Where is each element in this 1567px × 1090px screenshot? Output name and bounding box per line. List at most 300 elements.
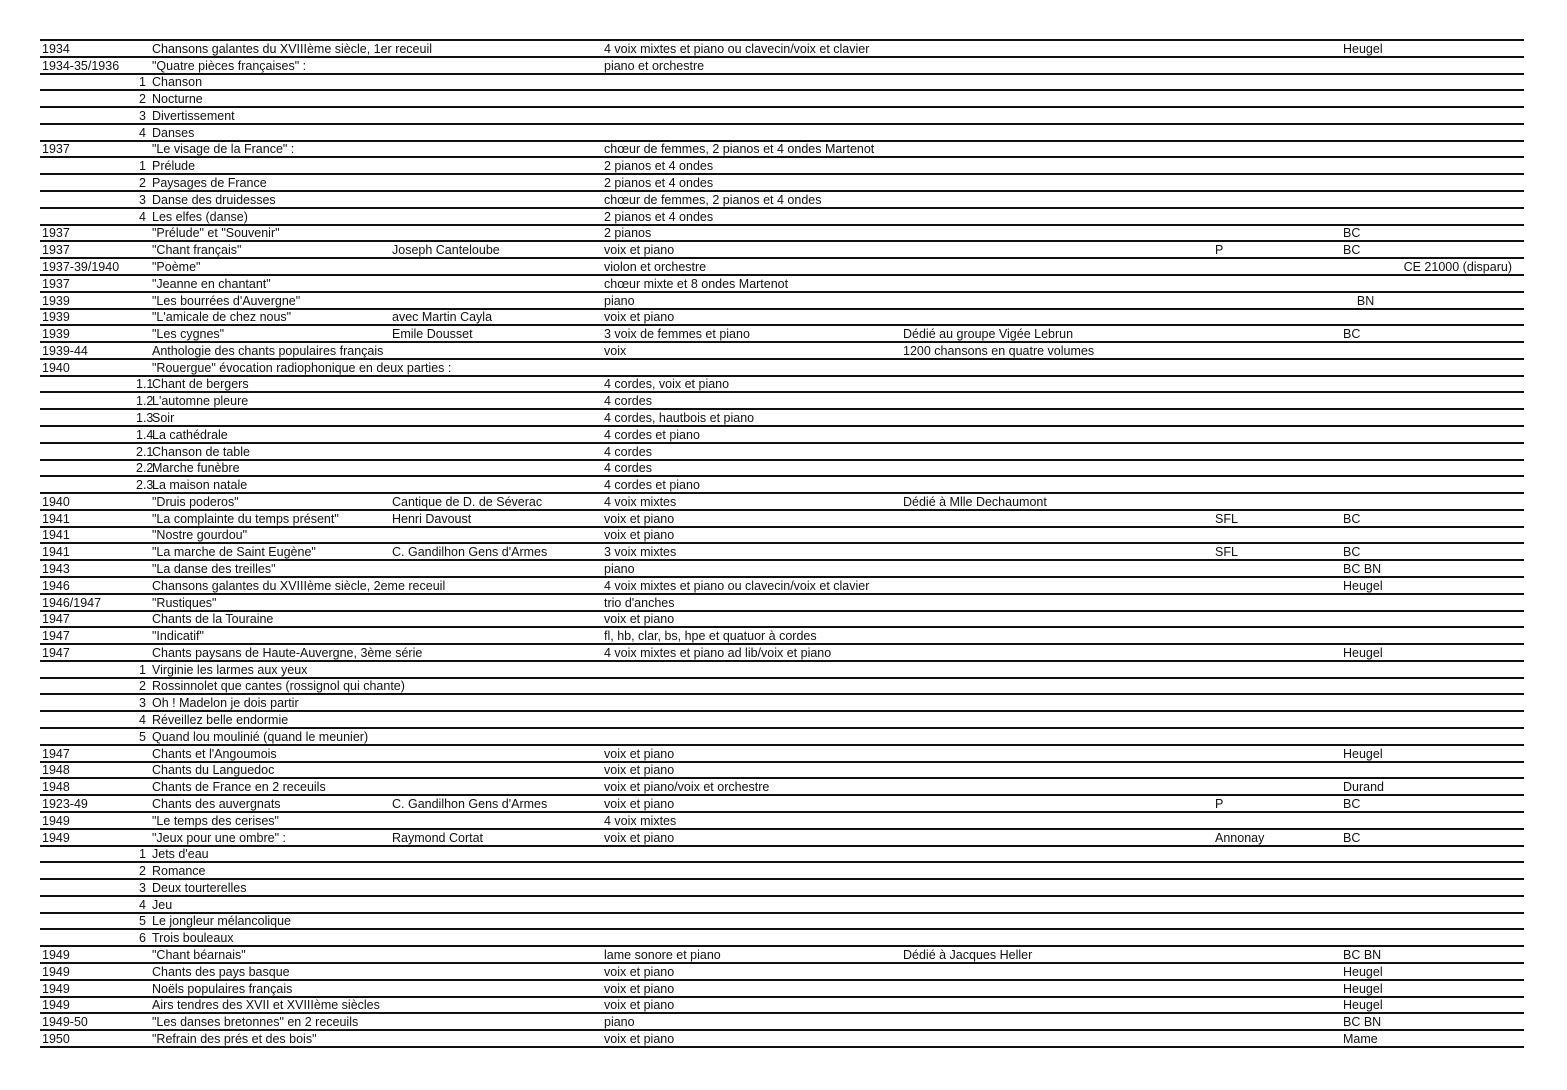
number-cell — [136, 275, 150, 292]
scoring-cell: 4 cordes et piano — [602, 476, 901, 493]
scoring-cell: voix et piano — [602, 1030, 901, 1047]
location-cell — [1341, 359, 1524, 376]
scoring-cell — [602, 694, 901, 711]
publisher-cell — [1213, 527, 1341, 544]
author-cell — [390, 812, 602, 829]
scoring-cell: voix et piano — [602, 980, 901, 997]
location-cell — [1341, 342, 1524, 359]
table-row — [40, 225, 1524, 242]
number-cell — [136, 627, 150, 644]
title-cell: "Nostre gourdou" — [150, 527, 390, 544]
publisher-cell — [1213, 1013, 1341, 1030]
title-cell: "Druis poderos" — [150, 493, 390, 510]
title-cell: Airs tendres des XVII et XVIIIème siècles — [150, 997, 390, 1014]
author-cell — [390, 929, 602, 946]
note-cell — [901, 661, 1213, 678]
author-cell — [390, 74, 602, 91]
location-cell — [1341, 678, 1524, 695]
number-cell: 5 — [136, 913, 150, 930]
title-cell: "Refrain des prés et des bois" — [150, 1030, 390, 1047]
table-row — [40, 963, 1524, 980]
table-row — [40, 812, 1524, 829]
scoring-cell: voix et piano — [602, 795, 901, 812]
note-cell — [901, 57, 1213, 74]
scoring-cell: voix et piano — [602, 611, 901, 628]
location-cell: Heugel — [1341, 644, 1524, 661]
author-cell — [390, 661, 602, 678]
year-cell: 1934-35/1936 — [40, 57, 136, 74]
location-cell: BN — [1341, 292, 1524, 309]
note-cell — [901, 275, 1213, 292]
year-cell: 1950 — [40, 1030, 136, 1047]
publisher-cell — [1213, 359, 1341, 376]
number-cell — [136, 1030, 150, 1047]
number-cell: 3 — [136, 879, 150, 896]
table-row — [40, 543, 1524, 560]
location-cell — [1341, 107, 1524, 124]
note-cell — [901, 527, 1213, 544]
scoring-cell: 4 cordes — [602, 443, 901, 460]
scoring-cell — [602, 124, 901, 141]
author-cell: Cantique de D. de Séverac — [390, 493, 602, 510]
scoring-cell: 4 cordes — [602, 392, 901, 409]
title-cell: "Prélude" et "Souvenir" — [150, 225, 390, 242]
publisher-cell — [1213, 174, 1341, 191]
author-cell — [390, 611, 602, 628]
location-cell: BC — [1341, 829, 1524, 846]
author-cell — [390, 90, 602, 107]
note-cell — [901, 392, 1213, 409]
table-row — [40, 476, 1524, 493]
note-cell: 1200 chansons en quatre volumes — [901, 342, 1213, 359]
location-cell — [1341, 812, 1524, 829]
table-row — [40, 157, 1524, 174]
location-cell: BC — [1341, 795, 1524, 812]
location-cell — [1341, 846, 1524, 863]
location-cell — [1341, 694, 1524, 711]
scoring-cell: 3 voix mixtes — [602, 543, 901, 560]
table-row — [40, 409, 1524, 426]
publisher-cell: SFL — [1213, 510, 1341, 527]
table-row — [40, 980, 1524, 997]
number-cell — [136, 594, 150, 611]
title-cell: "Rustiques" — [150, 594, 390, 611]
author-cell — [390, 191, 602, 208]
author-cell — [390, 141, 602, 158]
number-cell — [136, 493, 150, 510]
author-cell — [390, 879, 602, 896]
location-cell — [1341, 627, 1524, 644]
author-cell — [390, 963, 602, 980]
publisher-cell — [1213, 728, 1341, 745]
scoring-cell: piano — [602, 1013, 901, 1030]
number-cell — [136, 560, 150, 577]
number-cell — [136, 141, 150, 158]
scoring-cell — [602, 661, 901, 678]
number-cell — [136, 342, 150, 359]
year-cell: 1949 — [40, 997, 136, 1014]
location-cell — [1341, 493, 1524, 510]
scoring-cell: voix et piano/voix et orchestre — [602, 778, 901, 795]
publisher-cell — [1213, 661, 1341, 678]
publisher-cell — [1213, 124, 1341, 141]
location-cell — [1341, 74, 1524, 91]
note-cell — [901, 309, 1213, 326]
author-cell — [390, 157, 602, 174]
year-cell: 1941 — [40, 527, 136, 544]
year-cell — [40, 460, 136, 477]
year-cell — [40, 711, 136, 728]
note-cell — [901, 627, 1213, 644]
note-cell — [901, 241, 1213, 258]
title-cell: Chants de France en 2 receuils — [150, 778, 390, 795]
author-cell — [390, 913, 602, 930]
year-cell: 1937 — [40, 241, 136, 258]
table-row — [40, 74, 1524, 91]
publisher-cell — [1213, 157, 1341, 174]
location-cell: Heugel — [1341, 963, 1524, 980]
note-cell — [901, 40, 1213, 57]
table-row — [40, 275, 1524, 292]
title-cell: Chanson de table — [150, 443, 390, 460]
title-cell: Jeu — [150, 896, 390, 913]
scoring-cell: 4 cordes et piano — [602, 426, 901, 443]
year-cell: 1949 — [40, 980, 136, 997]
location-cell — [1341, 157, 1524, 174]
table-row — [40, 392, 1524, 409]
number-cell: 4 — [136, 711, 150, 728]
publisher-cell — [1213, 963, 1341, 980]
number-cell: 2.3 — [136, 478, 154, 493]
note-cell — [901, 560, 1213, 577]
title-cell: La maison natale — [150, 476, 390, 493]
title-cell: Chants des auvergnats — [150, 795, 390, 812]
location-cell — [1341, 728, 1524, 745]
author-cell — [390, 896, 602, 913]
author-cell: Emile Dousset — [390, 325, 602, 342]
year-cell — [40, 913, 136, 930]
table-row — [40, 359, 1524, 376]
scoring-cell: voix et piano — [602, 963, 901, 980]
author-cell — [390, 124, 602, 141]
location-cell — [1341, 376, 1524, 393]
location-cell: BC — [1341, 543, 1524, 560]
note-cell — [901, 812, 1213, 829]
location-cell: Heugel — [1341, 40, 1524, 57]
location-cell: BC — [1341, 510, 1524, 527]
publisher-cell — [1213, 896, 1341, 913]
location-cell: CE 21000 (disparu) — [1341, 258, 1524, 275]
location-cell: BC — [1341, 241, 1524, 258]
scoring-cell: 4 voix mixtes et piano ou clavecin/voix et clavier — [602, 40, 901, 57]
year-cell: 1943 — [40, 560, 136, 577]
author-cell — [390, 376, 602, 393]
note-cell — [901, 644, 1213, 661]
publisher-cell — [1213, 862, 1341, 879]
number-cell — [136, 40, 150, 57]
title-cell: Chants du Languedoc — [150, 762, 390, 779]
year-cell — [40, 661, 136, 678]
publisher-cell — [1213, 745, 1341, 762]
table-row — [40, 174, 1524, 191]
title-cell: Soir — [150, 409, 390, 426]
title-cell: Le jongleur mélancolique — [150, 913, 390, 930]
scoring-cell — [602, 678, 901, 695]
title-cell: Romance — [150, 862, 390, 879]
author-cell — [390, 275, 602, 292]
title-cell: Anthologie des chants populaires français — [150, 342, 390, 359]
note-cell — [901, 963, 1213, 980]
number-cell: 3 — [136, 191, 150, 208]
title-cell: Prélude — [150, 157, 390, 174]
author-cell — [390, 107, 602, 124]
table-row — [40, 711, 1524, 728]
title-cell: Danses — [150, 124, 390, 141]
scoring-cell: voix et piano — [602, 762, 901, 779]
scoring-cell: 4 voix mixtes — [602, 493, 901, 510]
author-cell — [390, 997, 602, 1014]
scoring-cell — [602, 913, 901, 930]
author-cell: C. Gandilhon Gens d'Armes — [390, 795, 602, 812]
author-cell — [390, 258, 602, 275]
note-cell — [901, 694, 1213, 711]
location-cell: BC — [1341, 225, 1524, 242]
title-cell: "Indicatif" — [150, 627, 390, 644]
year-cell: 1947 — [40, 611, 136, 628]
number-cell: 1.4 — [136, 427, 154, 442]
number-cell — [136, 57, 150, 74]
table-row — [40, 694, 1524, 711]
note-cell — [901, 292, 1213, 309]
publisher-cell — [1213, 376, 1341, 393]
year-cell: 1939 — [40, 309, 136, 326]
location-cell — [1341, 90, 1524, 107]
scoring-cell: voix et piano — [602, 745, 901, 762]
location-cell — [1341, 913, 1524, 930]
number-cell: 1 — [136, 661, 150, 678]
publisher-cell — [1213, 342, 1341, 359]
scoring-cell: voix et piano — [602, 527, 901, 544]
author-cell — [390, 711, 602, 728]
year-cell — [40, 191, 136, 208]
number-cell: 1.1 — [136, 377, 154, 392]
title-cell: "Le visage de la France" : — [150, 141, 390, 158]
location-cell — [1341, 124, 1524, 141]
title-cell: Réveillez belle endormie — [150, 711, 390, 728]
note-cell — [901, 678, 1213, 695]
year-cell: 1937-39/1940 — [40, 258, 136, 275]
author-cell — [390, 678, 602, 695]
number-cell — [136, 309, 150, 326]
scoring-cell: 4 voix mixtes — [602, 812, 901, 829]
publisher-cell — [1213, 879, 1341, 896]
scoring-cell — [602, 107, 901, 124]
number-cell: 2 — [136, 174, 150, 191]
scoring-cell: 2 pianos — [602, 225, 901, 242]
year-cell: 1937 — [40, 141, 136, 158]
note-cell — [901, 157, 1213, 174]
year-cell: 1937 — [40, 225, 136, 242]
scoring-cell: 4 cordes, voix et piano — [602, 376, 901, 393]
note-cell — [901, 913, 1213, 930]
note-cell — [901, 359, 1213, 376]
location-cell — [1341, 57, 1524, 74]
note-cell — [901, 980, 1213, 997]
year-cell: 1949 — [40, 829, 136, 846]
table-row — [40, 191, 1524, 208]
table-row — [40, 946, 1524, 963]
year-cell — [40, 174, 136, 191]
author-cell — [390, 57, 602, 74]
publisher-cell — [1213, 946, 1341, 963]
author-cell — [390, 476, 602, 493]
year-cell — [40, 426, 136, 443]
year-cell: 1940 — [40, 359, 136, 376]
scoring-cell: voix et piano — [602, 309, 901, 326]
location-cell — [1341, 443, 1524, 460]
year-cell: 1940 — [40, 493, 136, 510]
note-cell — [901, 208, 1213, 225]
note-cell: Dédié au groupe Vigée Lebrun — [901, 325, 1213, 342]
number-cell — [136, 359, 150, 376]
title-cell: Nocturne — [150, 90, 390, 107]
title-cell: Marche funèbre — [150, 460, 390, 477]
number-cell: 4 — [136, 896, 150, 913]
scoring-cell: 3 voix de femmes et piano — [602, 325, 901, 342]
author-cell — [390, 862, 602, 879]
year-cell: 1948 — [40, 778, 136, 795]
year-cell: 1947 — [40, 745, 136, 762]
scoring-cell: voix et piano — [602, 510, 901, 527]
table-row — [40, 90, 1524, 107]
year-cell: 1949 — [40, 812, 136, 829]
number-cell — [136, 292, 150, 309]
author-cell: Joseph Canteloube — [390, 241, 602, 258]
publisher-cell — [1213, 694, 1341, 711]
publisher-cell: P — [1213, 241, 1341, 258]
scoring-cell: voix et piano — [602, 829, 901, 846]
author-cell — [390, 762, 602, 779]
table-row — [40, 208, 1524, 225]
number-cell — [136, 778, 150, 795]
table-row — [40, 577, 1524, 594]
note-cell — [901, 191, 1213, 208]
author-cell: C. Gandilhon Gens d'Armes — [390, 543, 602, 560]
table-row — [40, 795, 1524, 812]
author-cell: avec Martin Cayla — [390, 309, 602, 326]
author-cell — [390, 560, 602, 577]
note-cell — [901, 1013, 1213, 1030]
note-cell — [901, 577, 1213, 594]
number-cell — [136, 644, 150, 661]
year-cell — [40, 846, 136, 863]
scoring-cell — [602, 862, 901, 879]
year-cell: 1949 — [40, 946, 136, 963]
number-cell: 4 — [136, 208, 150, 225]
note-cell — [901, 795, 1213, 812]
year-cell: 1939-44 — [40, 342, 136, 359]
number-cell — [136, 946, 150, 963]
publisher-cell — [1213, 846, 1341, 863]
scoring-cell — [602, 359, 901, 376]
note-cell — [901, 74, 1213, 91]
year-cell — [40, 107, 136, 124]
publisher-cell: P — [1213, 795, 1341, 812]
scoring-cell — [602, 896, 901, 913]
scoring-cell — [602, 711, 901, 728]
number-cell — [136, 997, 150, 1014]
author-cell — [390, 980, 602, 997]
title-cell: Jets d'eau — [150, 846, 390, 863]
location-cell — [1341, 711, 1524, 728]
publisher-cell — [1213, 644, 1341, 661]
scoring-cell — [602, 728, 901, 745]
title-cell: "Les bourrées d'Auvergne" — [150, 292, 390, 309]
note-cell — [901, 174, 1213, 191]
publisher-cell — [1213, 711, 1341, 728]
title-cell: Chants et l'Angoumois — [150, 745, 390, 762]
note-cell — [901, 594, 1213, 611]
table-row — [40, 745, 1524, 762]
title-cell: "La danse des treilles" — [150, 560, 390, 577]
scoring-cell: voix et piano — [602, 997, 901, 1014]
note-cell — [901, 997, 1213, 1014]
publisher-cell — [1213, 275, 1341, 292]
table-row — [40, 678, 1524, 695]
author-cell — [390, 594, 602, 611]
title-cell: "Chant béarnais" — [150, 946, 390, 963]
scoring-cell — [602, 74, 901, 91]
title-cell: "La complainte du temps présent" — [150, 510, 390, 527]
title-cell: Chants de la Touraine — [150, 611, 390, 628]
location-cell: BC BN — [1341, 946, 1524, 963]
note-cell — [901, 711, 1213, 728]
note-cell — [901, 728, 1213, 745]
author-cell — [390, 627, 602, 644]
author-cell — [390, 460, 602, 477]
year-cell: 1937 — [40, 275, 136, 292]
location-cell — [1341, 879, 1524, 896]
table-row — [40, 258, 1524, 275]
year-cell — [40, 208, 136, 225]
author-cell — [390, 694, 602, 711]
scoring-cell: piano et orchestre — [602, 57, 901, 74]
note-cell — [901, 409, 1213, 426]
scoring-cell: 4 cordes — [602, 460, 901, 477]
year-cell — [40, 862, 136, 879]
author-cell — [390, 1013, 602, 1030]
location-cell — [1341, 862, 1524, 879]
note-cell — [901, 1030, 1213, 1047]
note-cell — [901, 846, 1213, 863]
table-row — [40, 762, 1524, 779]
number-cell: 3 — [136, 107, 150, 124]
publisher-cell — [1213, 107, 1341, 124]
publisher-cell — [1213, 577, 1341, 594]
number-cell — [136, 795, 150, 812]
location-cell: Heugel — [1341, 745, 1524, 762]
year-cell — [40, 879, 136, 896]
note-cell: Dédié à Jacques Heller — [901, 946, 1213, 963]
scoring-cell: voix et piano — [602, 241, 901, 258]
number-cell — [136, 762, 150, 779]
number-cell: 2 — [136, 862, 150, 879]
location-cell — [1341, 275, 1524, 292]
table-row — [40, 510, 1524, 527]
number-cell: 2.2 — [136, 461, 154, 476]
note-cell — [901, 778, 1213, 795]
year-cell — [40, 929, 136, 946]
